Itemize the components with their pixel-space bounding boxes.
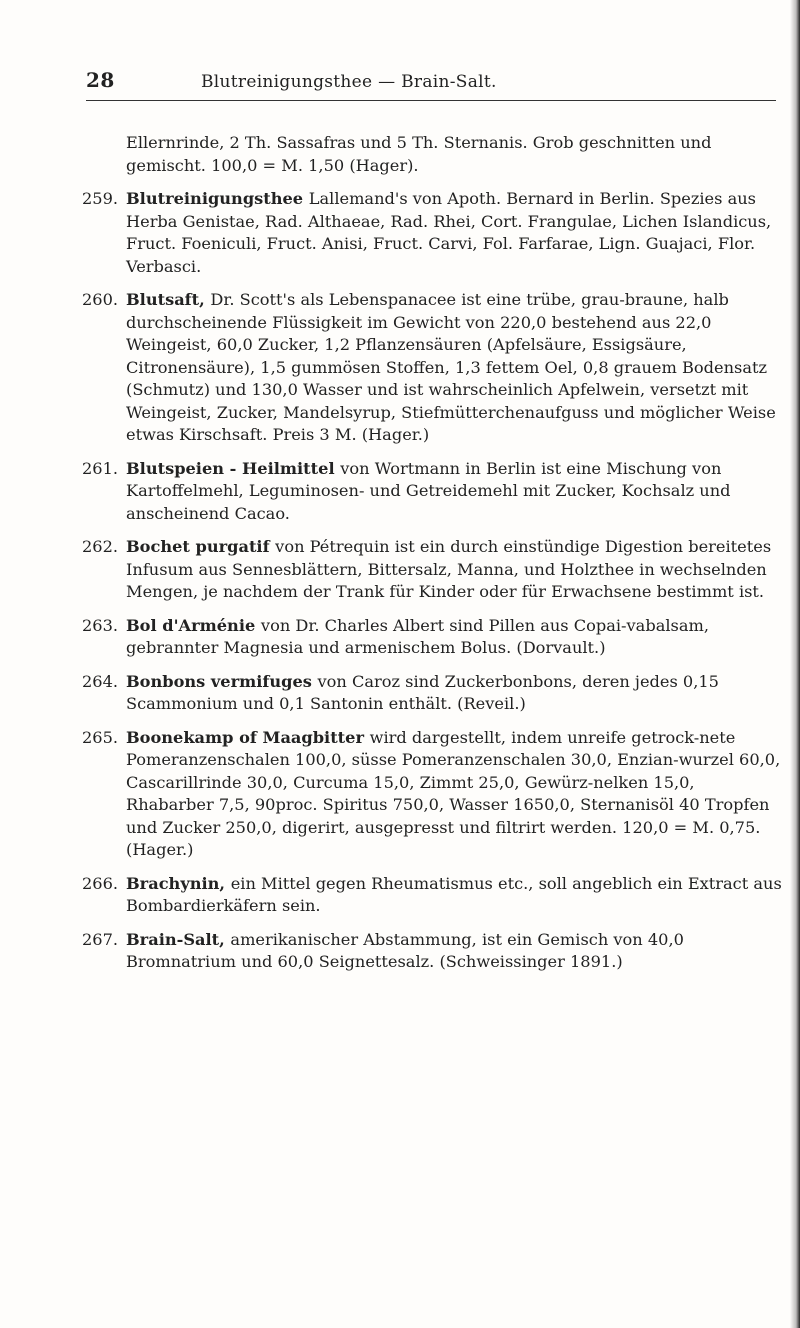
entry-term: Bochet purgatif [126, 537, 276, 556]
entry-term: Blutreinigungsthee [126, 189, 309, 208]
entry-number: 262. [82, 537, 119, 556]
entry-261 [82, 458, 786, 526]
entry-263 [82, 615, 786, 660]
entry-260 [82, 289, 786, 447]
entry-term: Blutspeien - Heilmittel [126, 458, 341, 478]
entry-term: Bol d'Arménie [126, 615, 261, 635]
entry-262 [82, 536, 786, 604]
entry-number: 259. [82, 189, 119, 208]
entry-term: Brain-Salt, [126, 929, 231, 949]
entry-term: Brachynin, [126, 873, 231, 893]
entry-265 [82, 727, 786, 862]
entry-number: 261. [82, 458, 119, 478]
entry-number: 263. [82, 615, 119, 635]
entry-term: Boonekamp of Maagbitter [126, 727, 370, 747]
entry-term: Blutsaft, [126, 290, 211, 309]
entry-264 [82, 671, 786, 716]
entry-number: 264. [82, 671, 119, 691]
entry-text: amerikanischer Abstammung, ist ein Gemisch von 40,0 Bromnatrium und 60,0 Seignettesalz. (Schweissinger 1891.) [126, 929, 684, 971]
entry-259 [82, 188, 786, 278]
entry-text: wird dargestellt, indem unreife getrock-nete Pomeranzenschalen 100,0, süsse Pomeranzenschalen 30,0, Enzian-wurzel 60,0, Cascarillrinde 30,0, Curcuma 15,0, Zimmt 25,0, Gewürz-nelken 15,0, Rhabarber 7,5, 90proc. Spiritus 750,0, Wasser 1650,0, Sternanisöl 40 Tropfen und Zucker 250,0, digerirt, ausgepresst und filtrirt werden. 120,0 = M. 0,75. (Hager.) [126, 727, 781, 859]
header-rule [86, 100, 776, 101]
entry-term: Bonbons vermifuges [126, 671, 318, 691]
entry-number: 266. [82, 873, 119, 893]
entry-text: von Caroz sind Zuckerbonbons, deren jedes 0,15 Scammonium und 0,1 Santonin enthält. (Reveil.) [126, 671, 719, 713]
entry-text: von Wortmann in Berlin ist eine Mischung von Kartoffelmehl, Leguminosen- und Getreidemehl mit Zucker, Kochsalz und anscheinend Cacao. [126, 458, 731, 523]
page-header [86, 68, 776, 100]
entry-text: ein Mittel gegen Rheumatismus etc., soll angeblich ein Extract aus Bombardierkäfern sein. [126, 873, 782, 915]
entry-266 [82, 873, 786, 918]
entry-text: Lallemand's von Apoth. Bernard in Berlin. Spezies aus Herba Genistae, Rad. Althaeae, Rad. Rhei, Cort. Frangulae, Lichen Islandicus, Fruct. Foeniculi, Fruct. Anisi, Fruct. Carvi, Fol. Farfarae, Lign. Guajaci, Flor. Verbasci. [126, 189, 772, 276]
entry-text: Dr. Scott's als Lebenspanacee ist eine trübe, grau-braune, halb durchscheinende Flüssigkeit im Gewicht von 220,0 bestehend aus 22,0 Weingeist, 60,0 Zucker, 1,2 Pflanzensäuren (Apfelsäure, Essigsäure, Citronensäure), 1,5 gummösen Stoffen, 1,3 fettem Oel, 0,8 grauem Bodensatz (Schmutz) und 130,0 Wasser und ist wahrscheinlich Apfelwein, versetzt mit Weingeist, Zucker, Mandelsyrup, Stiefmütterchenaufguss und möglicher Weise etwas Kirschsaft. Preis 3 M. (Hager.) [126, 290, 776, 444]
running-head: Blutreinigungsthee — Brain-Salt. [201, 72, 497, 92]
page-body [82, 132, 786, 985]
page-number: 28 [86, 68, 115, 92]
entry-number: 260. [82, 290, 119, 309]
page-edge-shadow [790, 0, 800, 1328]
entry-text: von Pétrequin ist ein durch einstündige Digestion bereitetes Infusum aus Sennesblättern, Bittersalz, Manna, und Holzthee in wechselnden Mengen, je nachdem der Trank für Kinder oder für Erwachsene bestimmt ist. [126, 537, 772, 601]
entry-text: von Dr. Charles Albert sind Pillen aus Copai-vabalsam, gebrannter Magnesia und armenischem Bolus. (Dorvault.) [126, 615, 709, 657]
entry-number: 267. [82, 929, 119, 949]
intro-paragraph: Ellernrinde, 2 Th. Sassafras und 5 Th. Sternanis. Grob geschnitten und gemischt. 100,0 = M. 1,50 (Hager). [126, 133, 712, 175]
entry-267 [82, 929, 786, 974]
entry-number: 265. [82, 727, 119, 747]
